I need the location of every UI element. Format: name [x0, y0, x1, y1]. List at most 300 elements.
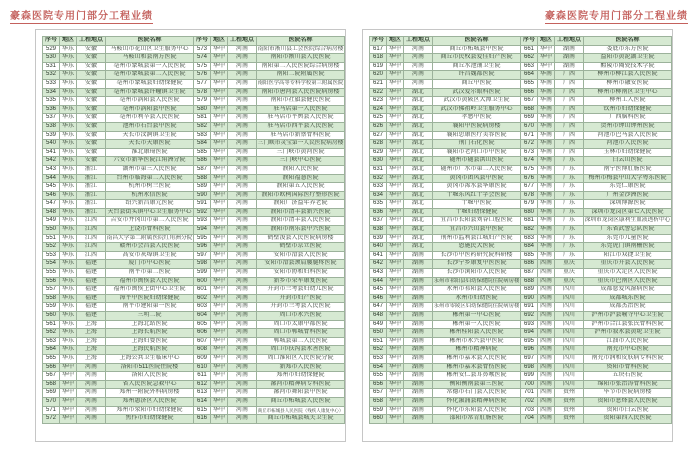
- table-cell: 湖南: [404, 346, 433, 355]
- table-cell: 福建: [77, 286, 106, 295]
- hospital-table-right: [369, 36, 672, 424]
- table-cell: 浙江: [77, 183, 106, 192]
- table-cell: 河南: [228, 174, 257, 183]
- table-cell: 534: [43, 88, 60, 97]
- table-cell: 624: [370, 105, 387, 114]
- table-cell: 福州市闽侯县人民医院: [106, 277, 194, 286]
- table-cell: 湖北: [404, 122, 433, 131]
- table-cell: 安徽: [77, 79, 106, 88]
- table-cell: 华东: [60, 122, 77, 131]
- table-cell: 682: [521, 226, 538, 235]
- table-cell: 589: [194, 183, 211, 192]
- table-cell: 漳平中医院妇幼保健院: [106, 294, 194, 303]
- table-cell: 湖南: [555, 54, 584, 63]
- table-cell: 广东: [555, 217, 584, 226]
- table-cell: 华中: [387, 226, 404, 235]
- table-cell: 647: [370, 303, 387, 312]
- table-cell: 亳州市涡阳县中医院: [106, 105, 194, 114]
- table-cell: 河南: [228, 346, 257, 355]
- table-cell: 679: [521, 200, 538, 209]
- table-cell: 河南: [228, 363, 257, 372]
- table-cell: 濮阳第五人民医院: [257, 183, 345, 192]
- table-row: [43, 337, 345, 346]
- table-cell: 广东: [555, 251, 584, 260]
- table-cell: 华中: [387, 286, 404, 295]
- table-cell: 福州市闽侯上街中心卫生院: [106, 286, 194, 295]
- table-cell: 湖南: [404, 389, 433, 398]
- table-cell: 广西脑科医院: [584, 114, 672, 123]
- table-cell: 华东: [60, 208, 77, 217]
- table-cell: 华中: [211, 62, 228, 71]
- table-cell: 阳江市双捷卫生院: [584, 251, 672, 260]
- table-cell: 542: [43, 157, 60, 166]
- table-cell: 593: [194, 217, 211, 226]
- table-cell: 南平市建阳第一医院: [106, 303, 194, 312]
- table-cell: 江西: [77, 251, 106, 260]
- table-cell: 694: [521, 329, 538, 338]
- table-row: [43, 226, 345, 235]
- table-cell: 永州市祁阳县妇幼保健院住院病房楼: [433, 277, 521, 286]
- table-row: [370, 71, 672, 80]
- table-cell: 十堰妇幼保健院: [433, 208, 521, 217]
- table-cell: 599: [194, 269, 211, 278]
- table-cell: 河南: [228, 260, 257, 269]
- table-cell: 617: [370, 45, 387, 54]
- table-cell: 688: [521, 277, 538, 286]
- table-cell: 安徽: [77, 45, 106, 54]
- table-cell: 江西: [77, 217, 106, 226]
- table-cell: 郸城县第二人民医院: [257, 337, 345, 346]
- table-cell: 677: [521, 183, 538, 192]
- table-cell: 娄底市东方医院: [584, 45, 672, 54]
- table-cell: 632: [370, 174, 387, 183]
- table-cell: 河南: [228, 62, 257, 71]
- table-cell: 西南: [538, 294, 555, 303]
- table-cell: 郑州惠济区人民医院: [106, 397, 194, 406]
- table-cell: 华南: [538, 183, 555, 192]
- table-row: [370, 131, 672, 140]
- table-cell: 华中: [387, 114, 404, 123]
- table-cell: 华中: [387, 389, 404, 398]
- table-cell: 610: [194, 363, 211, 372]
- table-row: [43, 165, 345, 174]
- table-header-cell: 序号: [43, 37, 60, 46]
- table-cell: 华东: [60, 140, 77, 149]
- table-cell: 随州市随县洪山医院: [433, 157, 521, 166]
- table-cell: 629: [370, 148, 387, 157]
- table-header-cell: 地区: [60, 37, 77, 46]
- table-cell: 河南: [228, 380, 257, 389]
- table-cell: 623: [370, 97, 387, 106]
- table-cell: 上海: [77, 354, 106, 363]
- table-cell: 高安市灰埠镇卫生院: [106, 251, 194, 260]
- table-cell: 564: [43, 346, 60, 355]
- table-cell: 华中: [211, 277, 228, 286]
- table-cell: 浙江: [77, 165, 106, 174]
- table-cell: 上海长航医院: [106, 329, 194, 338]
- table-cell: 华东: [60, 105, 77, 114]
- table-cell: 南阳第二人民医院综合病房楼: [257, 62, 345, 71]
- table-cell: 泸州市合江县张氏骨科医院: [584, 320, 672, 329]
- table-header-cell: 地区: [387, 37, 404, 46]
- table-row: [43, 62, 345, 71]
- table-cell: 河南: [77, 380, 106, 389]
- table-cell: 华南: [538, 148, 555, 157]
- table-cell: 华中: [387, 354, 404, 363]
- table-cell: 许昌魏都医院: [433, 71, 521, 80]
- table-cell: 华东: [60, 234, 77, 243]
- table-cell: 700: [521, 380, 538, 389]
- table-cell: 武汉市佛祖岭卫生服务中心: [433, 105, 521, 114]
- table-cell: 马鞍山和县南方医院: [106, 54, 194, 63]
- table-cell: 689: [521, 286, 538, 295]
- table-cell: 长沙宁乡康复中医医院: [433, 260, 521, 269]
- table-cell: 533: [43, 79, 60, 88]
- table-cell: 玉林市妇幼保健院: [584, 148, 672, 157]
- table-cell: 河南: [77, 397, 106, 406]
- table-cell: 637: [370, 217, 387, 226]
- table-cell: 640: [370, 243, 387, 252]
- table-cell: 华中: [387, 397, 404, 406]
- table-cell: 华中: [211, 88, 228, 97]
- table-cell: 华中: [211, 260, 228, 269]
- table-cell: 河南: [228, 269, 257, 278]
- table-cell: 毕节市医院病房楼: [584, 389, 672, 398]
- table-cell: 584: [194, 140, 211, 149]
- table-cell: 华南: [538, 217, 555, 226]
- table-cell: 华中: [387, 251, 404, 260]
- table-cell: 湖南: [404, 329, 433, 338]
- table-row: [370, 389, 672, 398]
- table-cell: 548: [43, 208, 60, 217]
- table-row: [370, 269, 672, 278]
- table-cell: 随州市广水市第二人民医院: [433, 165, 521, 174]
- table-row: [370, 277, 672, 286]
- table-cell: 洛阳市511医院住院楼: [106, 363, 194, 372]
- table-cell: 西南: [538, 312, 555, 321]
- table-cell: 上海妇婴医院: [106, 337, 194, 346]
- table-cell: 华南: [538, 251, 555, 260]
- table-cell: 670: [521, 122, 538, 131]
- table-cell: 552: [43, 243, 60, 252]
- table-cell: 周口市扶沟县永善医院: [257, 346, 345, 355]
- table-row: [43, 329, 345, 338]
- table-row: [370, 165, 672, 174]
- table-cell: 639: [370, 234, 387, 243]
- table-cell: 河南: [228, 71, 257, 80]
- table-cell: 湖南: [404, 277, 433, 286]
- table-cell: 湖北: [404, 148, 433, 157]
- table-cell: 亳州市蒙城县第一人民医院: [106, 62, 194, 71]
- table-row: [370, 140, 672, 149]
- table-cell: 588: [194, 174, 211, 183]
- table-row: [370, 226, 672, 235]
- table-cell: 湖北: [404, 226, 433, 235]
- table-cell: 541: [43, 148, 60, 157]
- table-header-cell: 医院名称: [257, 37, 345, 46]
- table-cell: 商丘中医院: [433, 79, 521, 88]
- table-cell: 华东: [60, 337, 77, 346]
- table-cell: 668: [521, 105, 538, 114]
- table-cell: 华中: [211, 114, 228, 123]
- table-cell: 驻马店市西平县人民医院: [257, 122, 345, 131]
- table-row: [43, 303, 345, 312]
- table-row: [370, 79, 672, 88]
- table-cell: 上海民航医院: [106, 346, 194, 355]
- table-cell: 596: [194, 243, 211, 252]
- table-cell: 湖州市第三人民医院: [106, 165, 194, 174]
- table-cell: 广西: [555, 131, 584, 140]
- table-cell: 四川: [555, 312, 584, 321]
- table-cell: 华中: [387, 200, 404, 209]
- table-cell: 亳州市蒙城县许疃镇卫生院: [106, 88, 194, 97]
- table-row: [43, 79, 345, 88]
- table-cell: 华中: [387, 140, 404, 149]
- table-cell: 安阳市滑县颈肩腰腿疼医院: [257, 260, 345, 269]
- table-cell: 540: [43, 140, 60, 149]
- table-cell: 华东: [60, 294, 77, 303]
- table-cell: 武汉爱尔眼科医院: [433, 88, 521, 97]
- table-cell: 泸州市叙永县黄坭卫生院: [584, 329, 672, 338]
- table-cell: 贵州: [555, 406, 584, 415]
- table-cell: 西南: [538, 363, 555, 372]
- table-cell: 669: [521, 114, 538, 123]
- table-cell: 绍兴新昌康元医院: [106, 200, 194, 209]
- table-cell: 595: [194, 234, 211, 243]
- table-cell: 555: [43, 269, 60, 278]
- table-cell: 636: [370, 208, 387, 217]
- table-cell: 华东: [60, 79, 77, 88]
- table-cell: 539: [43, 131, 60, 140]
- table-cell: 河南: [228, 54, 257, 63]
- table-row: [370, 303, 672, 312]
- table-cell: 602: [194, 294, 211, 303]
- table-row: [43, 208, 345, 217]
- table-cell: 650: [370, 329, 387, 338]
- table-cell: 华东: [60, 354, 77, 363]
- table-cell: 627: [370, 131, 387, 140]
- table-cell: 531: [43, 62, 60, 71]
- table-cell: 黄冈市浠水县华康医院: [433, 183, 521, 192]
- table-cell: 579: [194, 97, 211, 106]
- table-cell: 广东: [555, 165, 584, 174]
- table-cell: 华南: [538, 165, 555, 174]
- table-cell: 河南: [228, 294, 257, 303]
- table-cell: 572: [43, 415, 60, 424]
- table-cell: 湖北: [404, 157, 433, 166]
- table-cell: 开封市兰考县妇幼儿医院: [257, 286, 345, 295]
- table-cell: 545: [43, 183, 60, 192]
- table-cell: 河南: [228, 277, 257, 286]
- table-header-cell: 地区: [211, 37, 228, 46]
- table-row: [43, 294, 345, 303]
- table-cell: 安徽: [77, 71, 106, 80]
- table-cell: 贵州: [555, 397, 584, 406]
- table-cell: 濮阳广济益年养老院: [257, 200, 345, 209]
- table-cell: 河南: [77, 363, 106, 372]
- table-cell: 626: [370, 122, 387, 131]
- table-cell: 华中: [387, 329, 404, 338]
- table-row: [370, 329, 672, 338]
- table-cell: 华南: [538, 174, 555, 183]
- table-row: [43, 251, 345, 260]
- table-cell: 安徽: [77, 157, 106, 166]
- table-cell: 南昌大学第二附属医院红角洲分院: [106, 234, 194, 243]
- table-cell: 南阳市淅川县人民医院: [257, 54, 345, 63]
- table-row: [370, 208, 672, 217]
- table-cell: 华东: [60, 183, 77, 192]
- table-cell: 邵阳市常青肛肠医院: [433, 415, 521, 424]
- table-cell: 华中: [387, 363, 404, 372]
- table-row: [370, 294, 672, 303]
- table-cell: 福建: [77, 260, 106, 269]
- table-cell: 619: [370, 62, 387, 71]
- table-cell: 重庆市巴南区人民医院: [584, 277, 672, 286]
- table-cell: 郴州市嘉禾县人民医院: [433, 354, 521, 363]
- table-cell: 杭州永信医院: [106, 191, 194, 200]
- table-row: [370, 183, 672, 192]
- table-cell: 华东: [60, 320, 77, 329]
- table-cell: 华中: [211, 71, 228, 80]
- table-cell: 河池市人民医院: [584, 140, 672, 149]
- table-cell: 华中: [387, 131, 404, 140]
- table-cell: 532: [43, 71, 60, 80]
- table-row: [43, 114, 345, 123]
- table-header-cell: 序号: [370, 37, 387, 46]
- table-cell: 655: [370, 372, 387, 381]
- table-cell: 华东: [60, 329, 77, 338]
- table-cell: 河南: [228, 337, 257, 346]
- table-cell: 666: [521, 88, 538, 97]
- table-cell: 华中: [60, 389, 77, 398]
- table-row: [370, 122, 672, 131]
- table-cell: 644: [370, 277, 387, 286]
- table-cell: 华南: [538, 200, 555, 209]
- table-cell: 华南: [538, 105, 555, 114]
- table-cell: 河南: [228, 217, 257, 226]
- table-cell: 上海: [77, 337, 106, 346]
- table-cell: 常德市石门县人民医院: [433, 389, 521, 398]
- table-cell: 贵阳市白云医院: [584, 406, 672, 415]
- table-cell: 河南: [228, 415, 257, 424]
- table-cell: 广东: [555, 243, 584, 252]
- table-cell: 598: [194, 260, 211, 269]
- table-cell: 湖北: [404, 217, 433, 226]
- table-row: [370, 148, 672, 157]
- table-cell: 612: [194, 380, 211, 389]
- table-cell: 华中: [387, 71, 404, 80]
- table-cell: 695: [521, 337, 538, 346]
- table-row: [43, 54, 345, 63]
- table-cell: 574: [194, 54, 211, 63]
- table-header-cell: 序号: [521, 37, 538, 46]
- table-cell: 693: [521, 320, 538, 329]
- table-cell: 南阳二院附属医院: [257, 71, 345, 80]
- table-cell: 606: [194, 329, 211, 338]
- table-cell: 安阳市滑县人民医院: [257, 251, 345, 260]
- table-cell: 浙江: [77, 208, 106, 217]
- table-cell: 河南: [404, 71, 433, 80]
- table-row: [370, 97, 672, 106]
- table-cell: 天长市天康医院: [106, 140, 194, 149]
- table-cell: 长沙市浏阳市人民医院: [433, 269, 521, 278]
- table-cell: 上海: [77, 346, 106, 355]
- table-cell: 五块石医院: [584, 372, 672, 381]
- table-cell: 四川: [555, 363, 584, 372]
- table-cell: 704: [521, 415, 538, 424]
- table-cell: 华南: [538, 226, 555, 235]
- table-cell: 四川: [555, 346, 584, 355]
- table-cell: 华中: [387, 62, 404, 71]
- table-cell: 南阳市社旗县健民医院: [257, 97, 345, 106]
- table-cell: 新乡市荣军康复医院: [257, 277, 345, 286]
- table-cell: 538: [43, 122, 60, 131]
- table-cell: 华中: [211, 140, 228, 149]
- table-row: [370, 174, 672, 183]
- table-cell: 钦州市妇幼保健院: [584, 105, 672, 114]
- table-cell: 湖南: [404, 269, 433, 278]
- table-cell: 华中: [387, 269, 404, 278]
- table-cell: 633: [370, 183, 387, 192]
- table-cell: 华东: [60, 131, 77, 140]
- table-cell: 华中: [387, 217, 404, 226]
- table-cell: 华南: [538, 131, 555, 140]
- table-cell: 厦门市中心医院: [106, 260, 194, 269]
- table-row: [43, 148, 345, 157]
- table-cell: 西南: [538, 397, 555, 406]
- table-cell: 607: [194, 337, 211, 346]
- table-cell: 547: [43, 200, 60, 209]
- table-cell: 河南: [228, 165, 257, 174]
- table-row: [43, 243, 345, 252]
- table-row: [370, 363, 672, 372]
- table-cell: 上海: [77, 320, 106, 329]
- table-cell: 河南: [228, 372, 257, 381]
- table-cell: 湖北: [404, 114, 433, 123]
- table-cell: 华东: [60, 243, 77, 252]
- table-row: [43, 105, 345, 114]
- table-cell: 华东: [60, 165, 77, 174]
- table-cell: 浙江: [77, 200, 106, 209]
- table-cell: 华中: [387, 337, 404, 346]
- table-cell: 四川: [555, 320, 584, 329]
- table-cell: 华中: [211, 191, 228, 200]
- table-cell: 郴州第一人民医院: [433, 320, 521, 329]
- table-cell: 583: [194, 131, 211, 140]
- table-cell: 华中: [60, 363, 77, 372]
- table-cell: 635: [370, 200, 387, 209]
- table-row: [370, 260, 672, 269]
- table-cell: 郴州市永兴县中医院: [433, 337, 521, 346]
- table-header-cell: 工程地点: [228, 37, 257, 46]
- table-cell: 华中: [387, 372, 404, 381]
- table-row: [43, 415, 345, 424]
- table-cell: 河南: [228, 97, 257, 106]
- table-cell: 湖北: [404, 208, 433, 217]
- table-row: [370, 105, 672, 114]
- table-cell: 广西: [555, 122, 584, 131]
- table-cell: 福建: [77, 269, 106, 278]
- hospital-table-left: [42, 36, 345, 424]
- table-cell: 华中: [211, 251, 228, 260]
- table-cell: 华中: [387, 88, 404, 97]
- table-cell: 三门峡中心医院: [257, 157, 345, 166]
- table-cell: 鹤壁浚县人民医院病房楼: [257, 234, 345, 243]
- table-cell: 618: [370, 54, 387, 63]
- table-cell: 贵阳市息烽县人民医院: [584, 397, 672, 406]
- table-cell: 南充市润和皮肤病专科医院: [584, 354, 672, 363]
- table-cell: 驻马店市新蔡骨科医院: [257, 131, 345, 140]
